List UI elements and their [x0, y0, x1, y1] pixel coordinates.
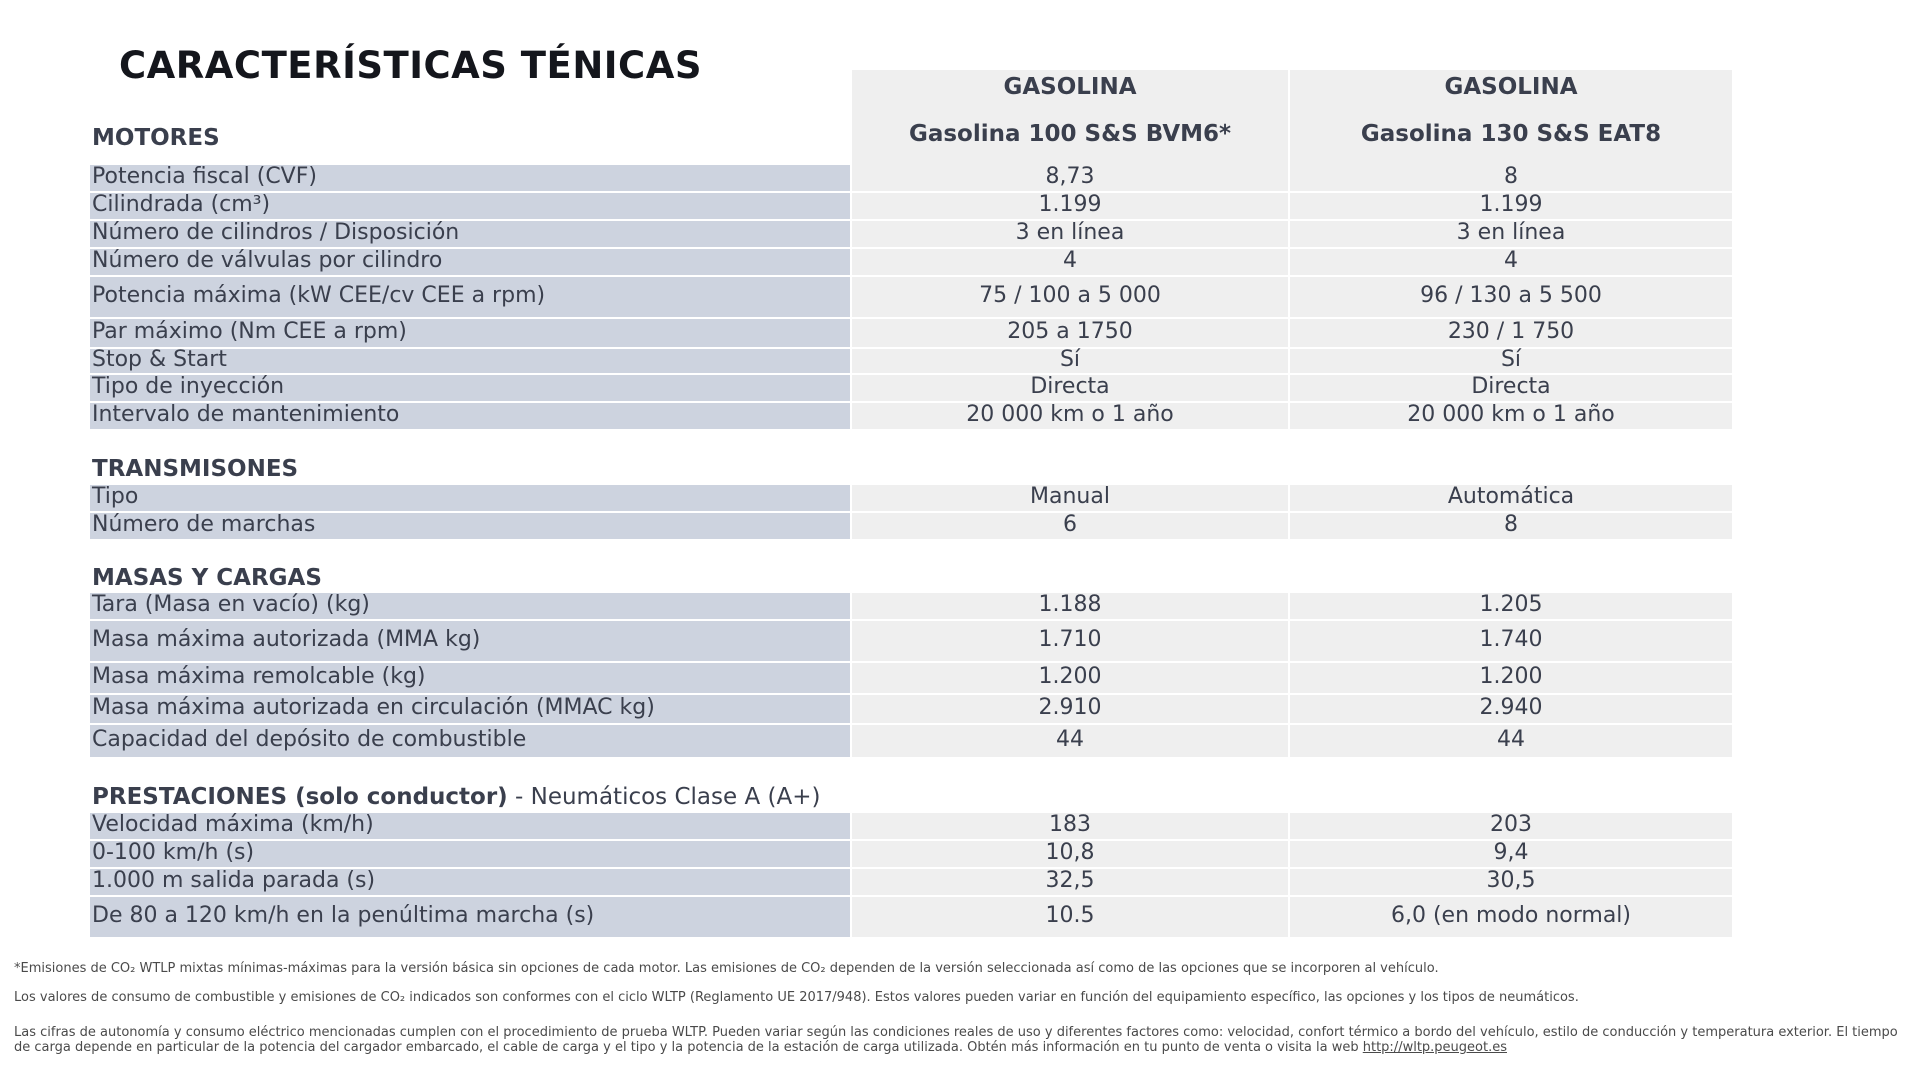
row-value-1: 205 a 1750: [852, 319, 1288, 347]
row-value-1: 20 000 km o 1 año: [852, 403, 1288, 429]
row-value-2: Sí: [1290, 349, 1732, 373]
row-label: Tipo: [90, 485, 850, 511]
section-title-prestaciones: [92, 784, 820, 810]
wltp-link[interactable]: http://wltp.peugeot.es: [1362, 1040, 1507, 1055]
row-value-2: 44: [1290, 725, 1732, 757]
table-row: [90, 277, 1732, 317]
table-row: [90, 403, 1732, 429]
table-row: [90, 349, 1732, 373]
row-label: Cilindrada (cm³): [90, 193, 850, 219]
row-value-1: 8,73: [852, 165, 1288, 191]
row-value-1: 32,5: [852, 869, 1288, 895]
row-value-1: 1.199: [852, 193, 1288, 219]
row-value-2: Directa: [1290, 375, 1732, 401]
row-label: Capacidad del depósito de combustible: [90, 725, 850, 757]
column-fuel: GASOLINA: [1444, 74, 1578, 100]
section-title-masas: MASAS Y CARGAS: [92, 565, 322, 591]
row-label: Velocidad máxima (km/h): [90, 813, 850, 839]
column-fuel: GASOLINA: [1003, 74, 1137, 100]
row-label: Tipo de inyección: [90, 375, 850, 401]
footnote-2: Los valores de consumo de combustible y emisiones de CO₂ indicados son conformes con el ciclo WLTP (Reglamento UE 2017/948). Estos valores pueden variar en función del equipamiento específico, las opciones y los tipos de neumáticos.: [14, 990, 1579, 1005]
row-label: Masa máxima remolcable (kg): [90, 663, 850, 693]
row-value-2: 6,0 (en modo normal): [1290, 897, 1732, 937]
row-label: Número de marchas: [90, 513, 850, 539]
table-row: [90, 695, 1732, 723]
table-row: [90, 621, 1732, 661]
row-value-2: 30,5: [1290, 869, 1732, 895]
row-value-1: 10,8: [852, 841, 1288, 867]
footnote-1: *Emisiones de CO₂ WTLP mixtas mínimas-máximas para la versión básica sin opciones de cada motor. Las emisiones de CO₂ dependen de la versión seleccionada así como de las opciones que se incorporen al vehículo.: [14, 961, 1439, 976]
row-value-1: 1.710: [852, 621, 1288, 661]
row-value-2: 1.199: [1290, 193, 1732, 219]
row-value-2: Automática: [1290, 485, 1732, 511]
row-label: Número de cilindros / Disposición: [90, 221, 850, 247]
table-row: [90, 375, 1732, 401]
row-label: Número de válvulas por cilindro: [90, 249, 850, 275]
row-value-1: 3 en línea: [852, 221, 1288, 247]
row-label: Intervalo de mantenimiento: [90, 403, 850, 429]
table-row: [90, 841, 1732, 867]
section-title-motores: MOTORES: [92, 125, 220, 151]
row-value-2: 96 / 130 a 5 500: [1290, 277, 1732, 317]
row-value-2: 20 000 km o 1 año: [1290, 403, 1732, 429]
column-model: Gasolina 100 S&S BVM6*: [908, 121, 1232, 147]
table-row: [90, 165, 1732, 191]
table-row: [90, 513, 1732, 539]
table-row: [90, 813, 1732, 839]
footnote-3: [14, 1025, 1914, 1055]
row-value-2: 1.205: [1290, 593, 1732, 619]
row-value-1: 4: [852, 249, 1288, 275]
table-row: [90, 249, 1732, 275]
row-value-1: 1.188: [852, 593, 1288, 619]
row-value-1: 75 / 100 a 5 000: [852, 277, 1288, 317]
row-value-2: 2.940: [1290, 695, 1732, 723]
section-title-text: PRESTACIONES (solo conductor): [92, 784, 508, 810]
table-row: [90, 319, 1732, 347]
table-row: [90, 663, 1732, 693]
row-value-1: Manual: [852, 485, 1288, 511]
table-row: [90, 869, 1732, 895]
row-label: 0-100 km/h (s): [90, 841, 850, 867]
section-title-transmisiones: TRANSMISONES: [92, 456, 299, 482]
section-subtitle: - Neumáticos Clase A (A+): [507, 784, 821, 810]
row-value-1: Directa: [852, 375, 1288, 401]
row-value-2: 203: [1290, 813, 1732, 839]
row-value-2: 9,4: [1290, 841, 1732, 867]
row-value-2: 4: [1290, 249, 1732, 275]
table-row: [90, 897, 1732, 937]
footnote-3-text: Las cifras de autonomía y consumo eléctrico mencionadas cumplen con el procedimiento de prueba WLTP. Pueden variar según las condiciones reales de uso y diferentes factores como: velocidad, confort térmico a bordo del vehículo, estilo de conducción y temperatura exterior. El tiempo de carga depende en particular de la potencia del cargador embarcado, el cable de carga y el tipo y la potencia de la estación de carga utilizada. Obtén más información en tu punto de venta o visita la web: [14, 1025, 1898, 1055]
row-label: De 80 a 120 km/h en la penúltima marcha (s): [90, 897, 850, 937]
row-value-2: 1.740: [1290, 621, 1732, 661]
row-label: Par máximo (Nm CEE a rpm): [90, 319, 850, 347]
row-value-1: 1.200: [852, 663, 1288, 693]
row-value-2: 3 en línea: [1290, 221, 1732, 247]
row-value-1: Sí: [852, 349, 1288, 373]
row-label: Masa máxima autorizada en circulación (MMAC kg): [90, 695, 850, 723]
row-label: 1.000 m salida parada (s): [90, 869, 850, 895]
row-label: Potencia fiscal (CVF): [90, 165, 850, 191]
row-label: Stop & Start: [90, 349, 850, 373]
row-value-1: 10.5: [852, 897, 1288, 937]
page-title: CARACTERÍSTICAS TÉNICAS: [119, 44, 702, 87]
table-row: [90, 485, 1732, 511]
row-value-2: 8: [1290, 513, 1732, 539]
row-label: Potencia máxima (kW CEE/cv CEE a rpm): [90, 277, 850, 317]
table-row: [90, 725, 1732, 757]
table-row: [90, 193, 1732, 219]
table-row: [90, 221, 1732, 247]
row-value-1: 2.910: [852, 695, 1288, 723]
row-value-2: 8: [1290, 165, 1732, 191]
row-value-1: 44: [852, 725, 1288, 757]
column-model: Gasolina 130 S&S EAT8: [1360, 121, 1662, 147]
row-label: Tara (Masa en vacío) (kg): [90, 593, 850, 619]
row-label: Masa máxima autorizada (MMA kg): [90, 621, 850, 661]
row-value-2: 230 / 1 750: [1290, 319, 1732, 347]
row-value-1: 183: [852, 813, 1288, 839]
row-value-1: 6: [852, 513, 1288, 539]
row-value-2: 1.200: [1290, 663, 1732, 693]
table-row: [90, 593, 1732, 619]
